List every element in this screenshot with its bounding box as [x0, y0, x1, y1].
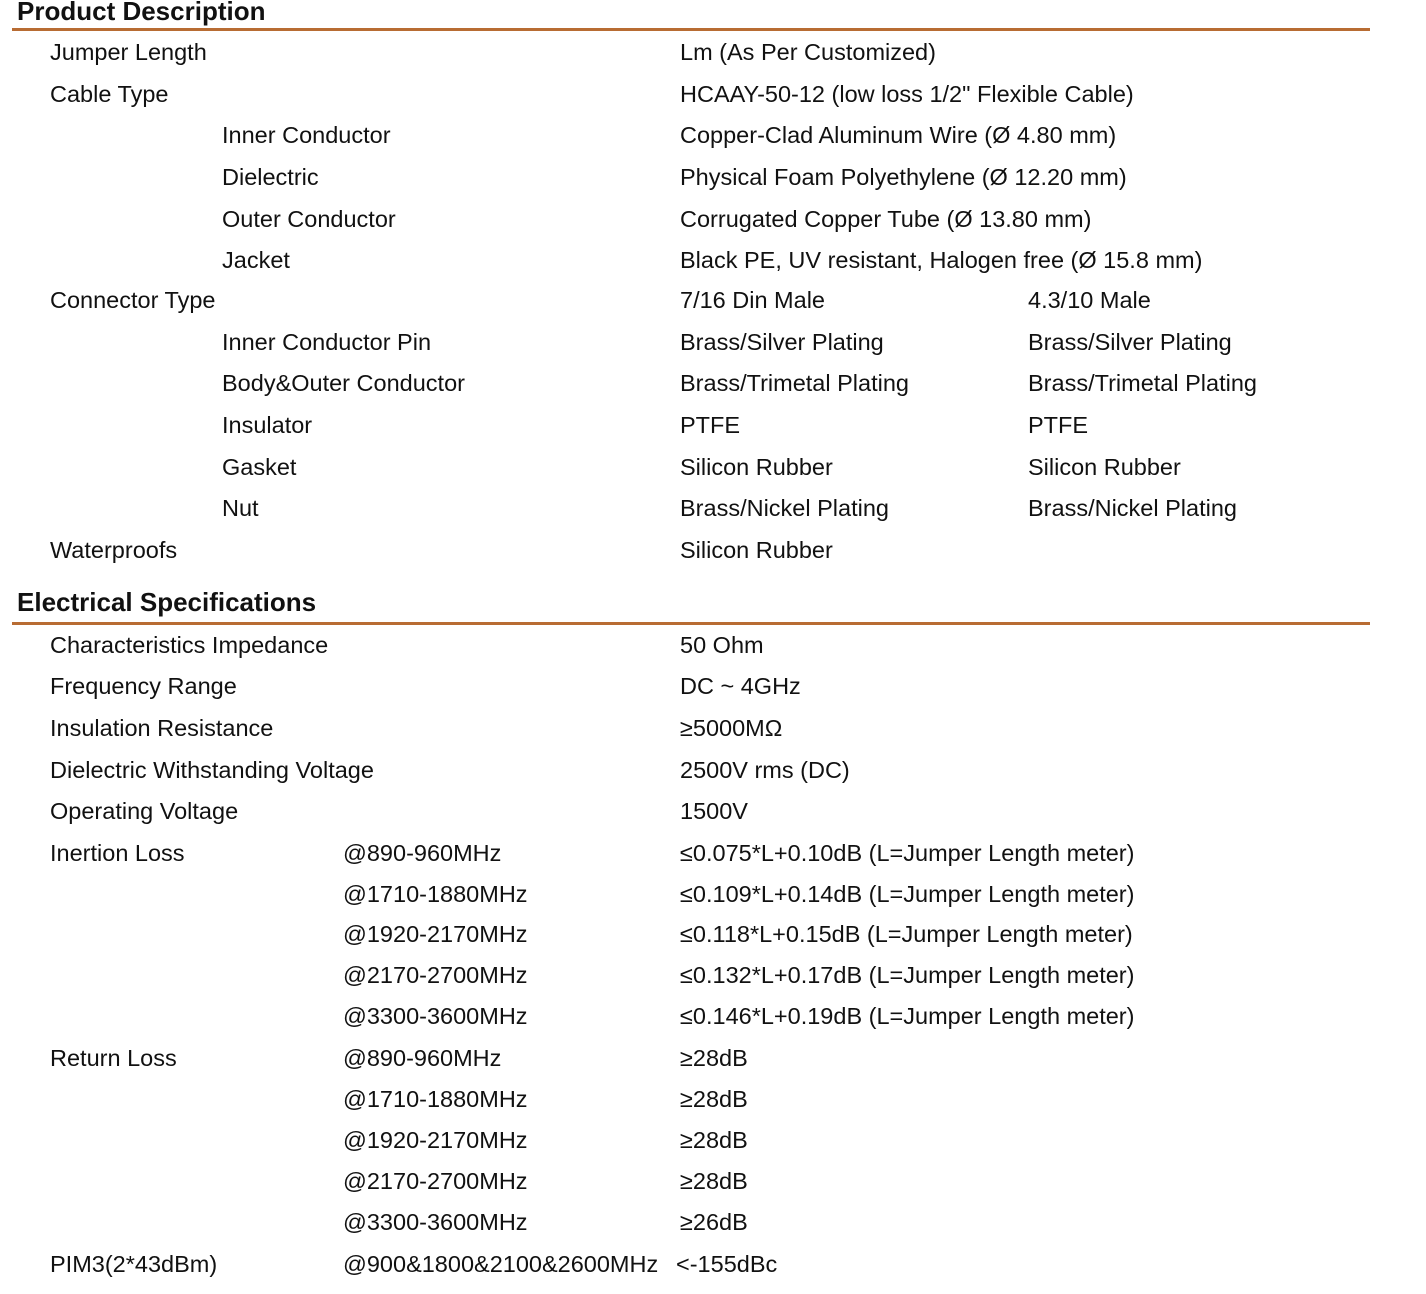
spec-frequency: @3300-3600MHz	[343, 1003, 528, 1029]
product-description-heading: Product Description	[17, 0, 266, 26]
spec-value: Physical Foam Polyethylene (Ø 12.20 mm)	[680, 164, 1127, 190]
spec-row-jacket	[0, 245, 1426, 275]
spec-row-frequency-range	[0, 671, 1426, 701]
spec-value: ≥28dB	[680, 1127, 748, 1153]
spec-value: ≤0.118*L+0.15dB (L=Jumper Length meter)	[680, 921, 1133, 947]
spec-row-outer-conductor	[0, 204, 1426, 234]
spec-sublabel: Inner Conductor Pin	[222, 329, 432, 355]
spec-value: 2500V rms (DC)	[680, 757, 850, 783]
spec-label: Waterproofs	[50, 537, 178, 563]
spec-value: ≤0.075*L+0.10dB (L=Jumper Length meter)	[680, 840, 1135, 866]
spec-row-insulator	[0, 410, 1426, 440]
spec-value: Silicon Rubber	[680, 454, 833, 480]
spec-row-waterproofs	[0, 535, 1426, 565]
spec-value-alt: Brass/Trimetal Plating	[1028, 370, 1257, 396]
spec-value-alt: Brass/Nickel Plating	[1028, 495, 1237, 521]
spec-frequency: @2170-2700MHz	[343, 962, 528, 988]
spec-row-return-loss	[0, 1084, 1426, 1114]
spec-row-insertion-loss	[0, 1001, 1426, 1031]
spec-row-withstanding-voltage	[0, 755, 1426, 785]
spec-row-jumper-length	[0, 37, 1426, 67]
spec-frequency: @890-960MHz	[343, 840, 502, 866]
spec-value: Copper-Clad Aluminum Wire (Ø 4.80 mm)	[680, 122, 1117, 148]
spec-row-gasket	[0, 452, 1426, 482]
spec-row-inner-conductor-pin	[0, 327, 1426, 357]
spec-row-connector-type	[0, 285, 1426, 315]
spec-row-body-outer-conductor	[0, 368, 1426, 398]
spec-frequency: @1710-1880MHz	[343, 1086, 528, 1112]
spec-row-insertion-loss	[0, 879, 1426, 909]
spec-value-alt: Silicon Rubber	[1028, 454, 1181, 480]
spec-value: Brass/Silver Plating	[680, 329, 884, 355]
spec-value: Brass/Trimetal Plating	[680, 370, 909, 396]
spec-value: ≥28dB	[680, 1045, 748, 1071]
spec-value-alt: PTFE	[1028, 412, 1089, 438]
spec-value: 50 Ohm	[680, 632, 764, 658]
spec-value: ≥28dB	[680, 1086, 748, 1112]
spec-row-return-loss	[0, 1043, 1426, 1073]
spec-sublabel: Insulator	[222, 412, 313, 438]
spec-value: HCAAY-50-12 (low loss 1/2" Flexible Cable)	[680, 81, 1134, 107]
spec-row-insulation-resistance	[0, 713, 1426, 743]
spec-row-cable-type	[0, 79, 1426, 109]
spec-row-impedance	[0, 630, 1426, 660]
spec-value: Silicon Rubber	[680, 537, 833, 563]
spec-value: ≤0.132*L+0.17dB (L=Jumper Length meter)	[680, 962, 1135, 988]
spec-row-insertion-loss	[0, 919, 1426, 949]
spec-value: 7/16 Din Male	[680, 287, 825, 313]
spec-value-alt: Brass/Silver Plating	[1028, 329, 1232, 355]
spec-label: Insulation Resistance	[50, 715, 274, 741]
spec-sublabel: Outer Conductor	[222, 206, 396, 232]
spec-sublabel: Dielectric	[222, 164, 319, 190]
spec-sublabel: Nut	[222, 495, 259, 521]
spec-frequency: @900&1800&2100&2600MHz	[343, 1251, 659, 1277]
spec-label: Dielectric Withstanding Voltage	[50, 757, 374, 783]
electrical-specifications-heading: Electrical Specifications	[17, 587, 317, 617]
spec-row-return-loss	[0, 1125, 1426, 1155]
spec-frequency: @3300-3600MHz	[343, 1209, 528, 1235]
spec-value: ≤0.109*L+0.14dB (L=Jumper Length meter)	[680, 881, 1135, 907]
spec-row-return-loss	[0, 1207, 1426, 1237]
spec-label: Inertion Loss	[50, 840, 185, 866]
spec-label: PIM3(2*43dBm)	[50, 1251, 218, 1277]
spec-label: Connector Type	[50, 287, 216, 313]
spec-value: <-155dBc	[676, 1251, 778, 1277]
section-divider	[12, 28, 1370, 31]
spec-row-dielectric	[0, 162, 1426, 192]
spec-value: Black PE, UV resistant, Halogen free (Ø 15.8 mm)	[680, 247, 1203, 273]
spec-sublabel: Gasket	[222, 454, 297, 480]
spec-label: Jumper Length	[50, 39, 207, 65]
spec-label: Characteristics Impedance	[50, 632, 329, 658]
spec-label: Frequency Range	[50, 673, 237, 699]
spec-frequency: @1920-2170MHz	[343, 921, 528, 947]
spec-row-operating-voltage	[0, 796, 1426, 826]
spec-label: Return Loss	[50, 1045, 177, 1071]
section-divider	[12, 622, 1370, 625]
spec-value: Lm (As Per Customized)	[680, 39, 936, 65]
spec-value-alt: 4.3/10 Male	[1028, 287, 1151, 313]
spec-value: Brass/Nickel Plating	[680, 495, 889, 521]
spec-value: Corrugated Copper Tube (Ø 13.80 mm)	[680, 206, 1092, 232]
spec-row-insertion-loss	[0, 960, 1426, 990]
spec-row-insertion-loss	[0, 838, 1426, 868]
spec-label: Cable Type	[50, 81, 169, 107]
spec-frequency: @890-960MHz	[343, 1045, 502, 1071]
spec-row-nut	[0, 493, 1426, 523]
spec-row-pim3	[0, 1249, 1426, 1279]
spec-value: ≥5000MΩ	[680, 715, 783, 741]
spec-value: PTFE	[680, 412, 741, 438]
spec-row-return-loss	[0, 1166, 1426, 1196]
spec-value: ≥28dB	[680, 1168, 748, 1194]
spec-sublabel: Jacket	[222, 247, 290, 273]
spec-frequency: @1710-1880MHz	[343, 881, 528, 907]
spec-sublabel: Inner Conductor	[222, 122, 391, 148]
spec-row-inner-conductor	[0, 120, 1426, 150]
spec-value: ≤0.146*L+0.19dB (L=Jumper Length meter)	[680, 1003, 1135, 1029]
spec-value: ≥26dB	[680, 1209, 748, 1235]
spec-sublabel: Body&Outer Conductor	[222, 370, 465, 396]
spec-frequency: @2170-2700MHz	[343, 1168, 528, 1194]
spec-value: DC ~ 4GHz	[680, 673, 801, 699]
spec-label: Operating Voltage	[50, 798, 239, 824]
spec-value: 1500V	[680, 798, 748, 824]
spec-frequency: @1920-2170MHz	[343, 1127, 528, 1153]
